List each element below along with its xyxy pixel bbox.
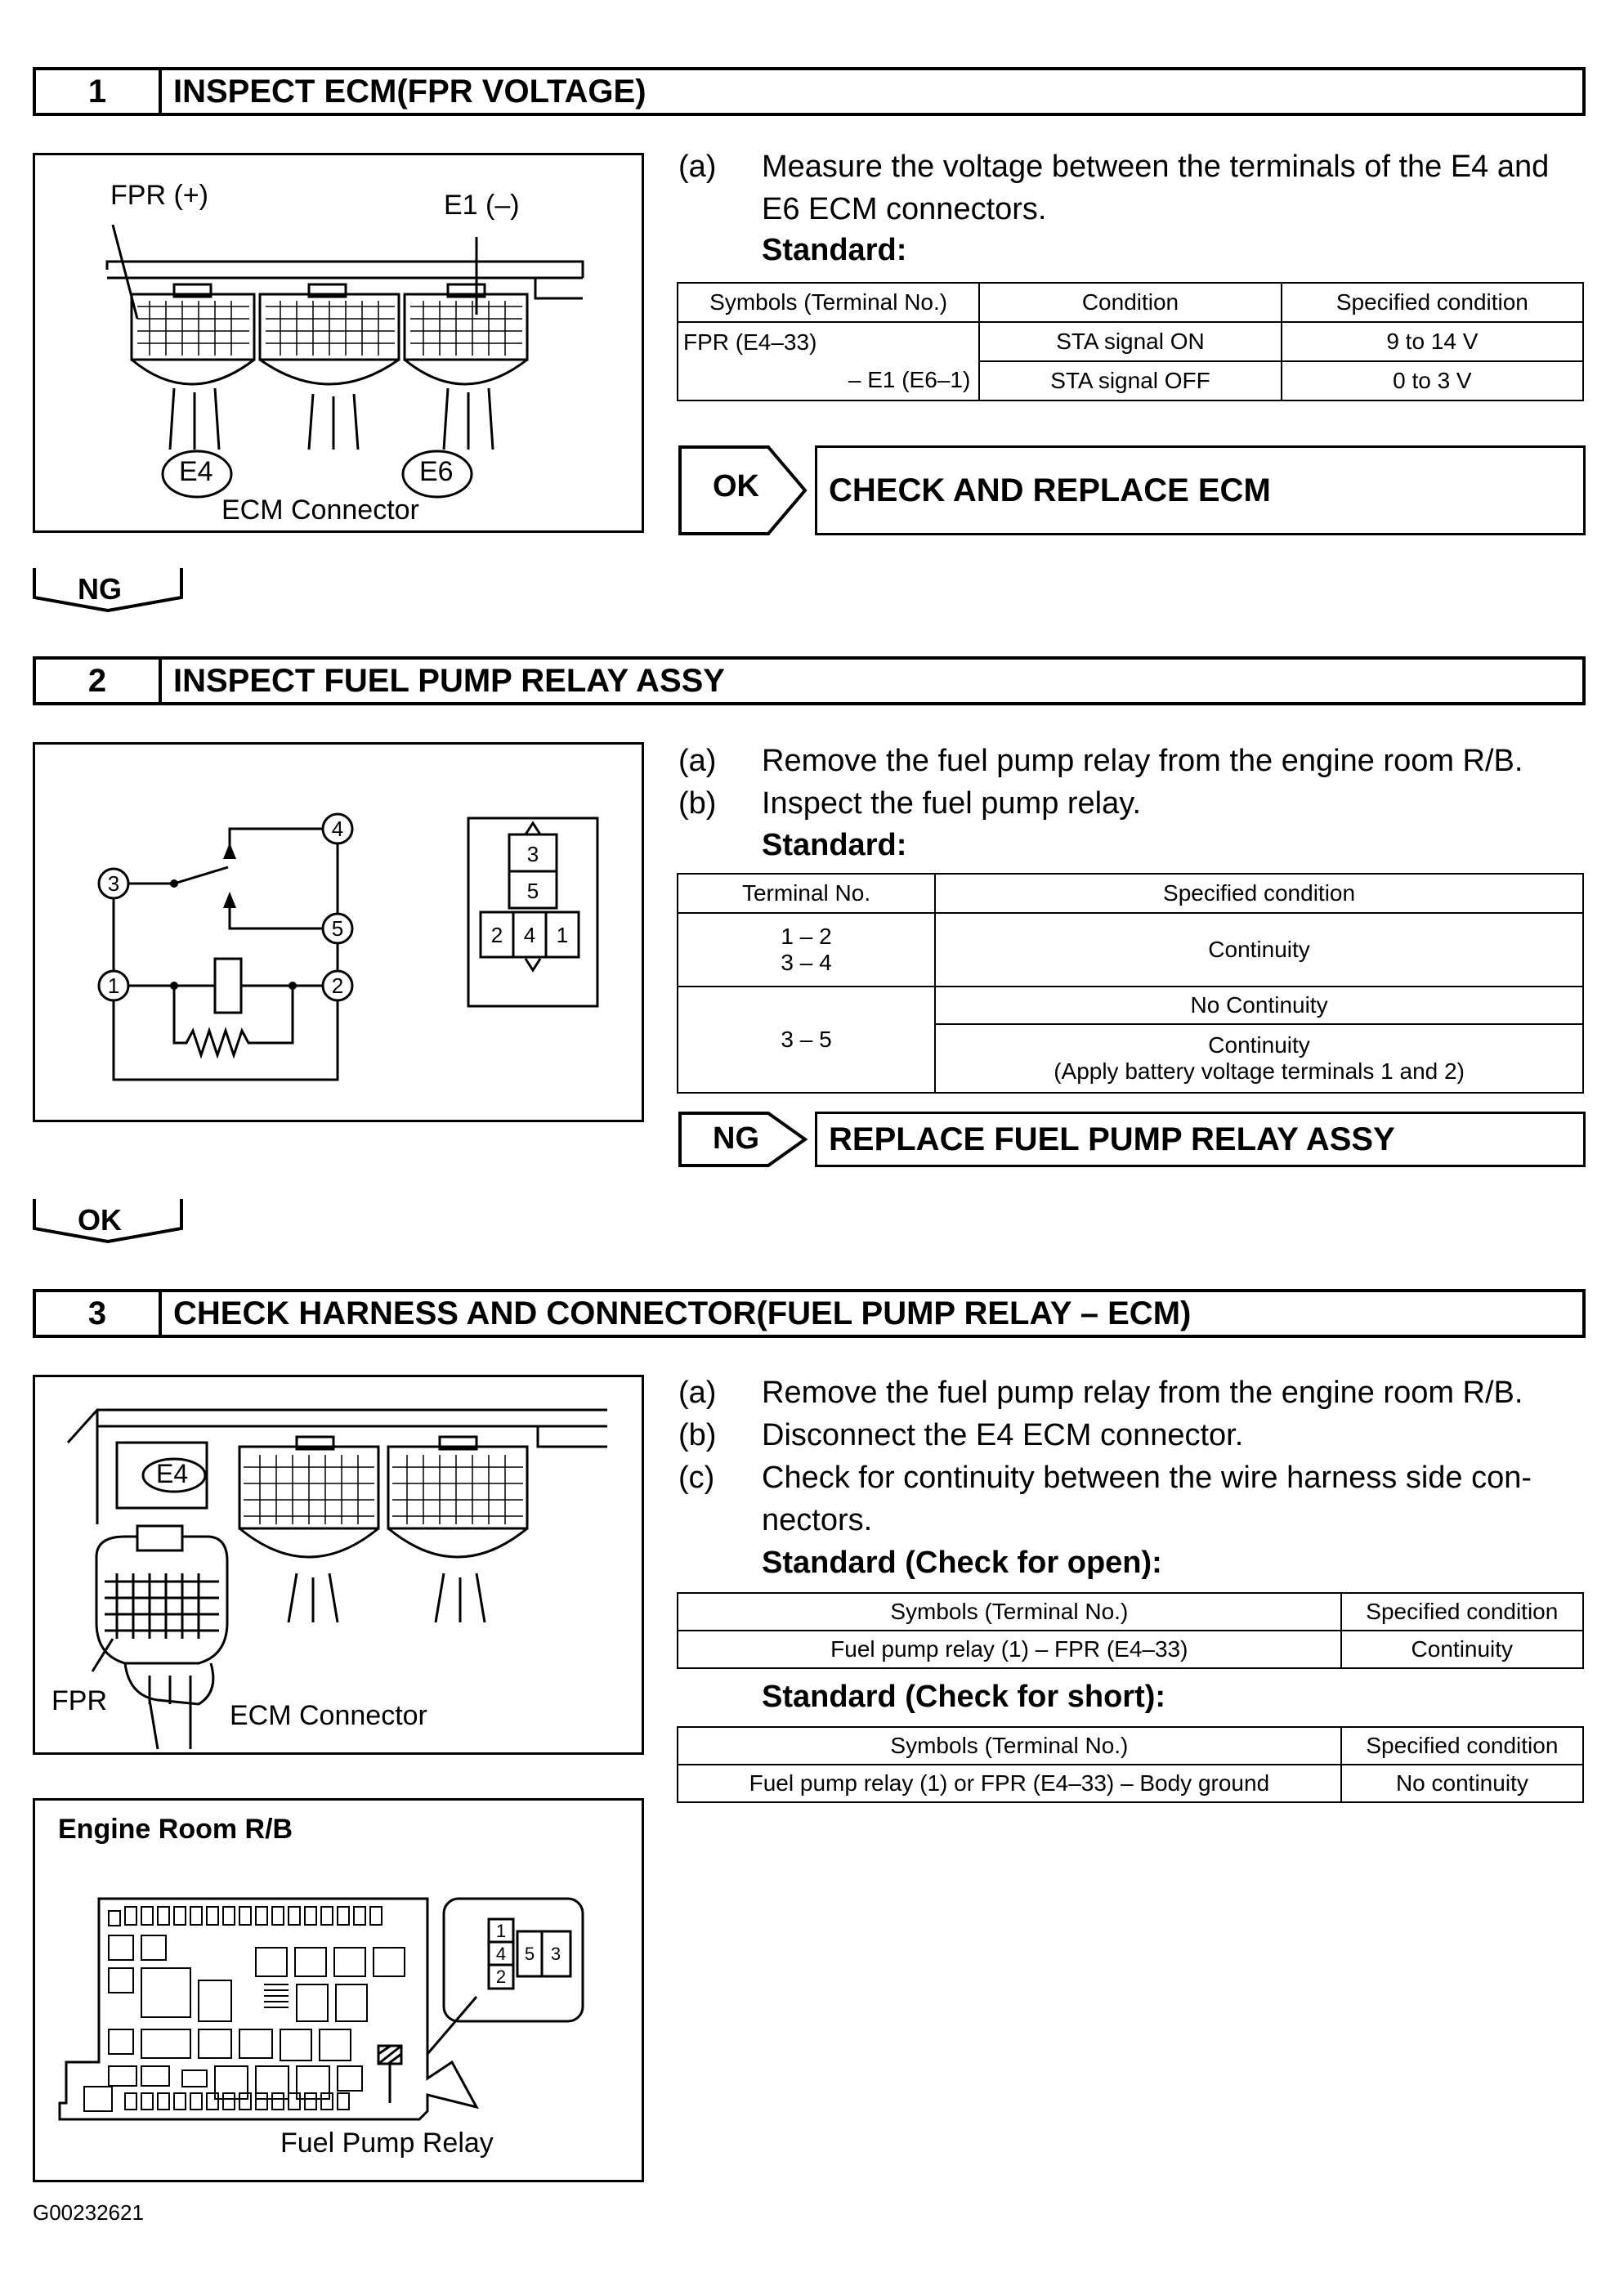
short-check-table <box>677 1726 1584 1803</box>
table-header: Specified condition <box>1341 1593 1583 1631</box>
step-title: CHECK HARNESS AND CONNECTOR(FUEL PUMP RELAY – ECM) <box>173 1295 1192 1331</box>
result-action: REPLACE FUEL PUMP RELAY ASSY <box>815 1112 1586 1167</box>
figure-caption: ECM Connector <box>221 494 419 526</box>
condition-note: (Apply battery voltage terminals 1 and 2) <box>1054 1058 1465 1084</box>
ecm-connector-figure <box>33 153 644 533</box>
e4-label: E4 <box>179 456 213 487</box>
instruction-text: nectors. <box>762 1503 873 1537</box>
table-cell: Fuel pump relay (1) or FPR (E4–33) – Body ground <box>678 1765 1341 1802</box>
harness-connector-figure <box>33 1375 644 1755</box>
figure-title: Engine Room R/B <box>58 1814 293 1845</box>
step-3-header <box>33 1289 1586 1338</box>
relay-spec-table <box>677 873 1584 1094</box>
table-cell: Continuity <box>935 913 1583 987</box>
table-cell <box>678 322 979 400</box>
socket-4-label: 4 <box>523 923 536 947</box>
step-number: 2 <box>36 660 162 702</box>
socket-2-label: 2 <box>490 923 503 947</box>
table-cell: 0 to 3 V <box>1282 361 1583 400</box>
result-tag: OK <box>713 469 759 503</box>
table-cell: 9 to 14 V <box>1282 322 1583 361</box>
instruction-text: Disconnect the E4 ECM connector. <box>762 1418 1244 1452</box>
fpr-label: FPR <box>51 1685 107 1716</box>
rb-terminal-3: 3 <box>550 1944 561 1964</box>
table-cell: STA signal OFF <box>979 361 1281 400</box>
socket-1-label: 1 <box>556 923 569 947</box>
step-1-header <box>33 67 1586 116</box>
figure-code: G00232621 <box>33 2200 144 2225</box>
table-header: Symbols (Terminal No.) <box>678 283 979 322</box>
figure-caption: ECM Connector <box>230 1700 427 1731</box>
terminal-4-label: 4 <box>331 817 344 841</box>
rb-terminal-4: 4 <box>495 1944 507 1964</box>
table-header: Condition <box>979 283 1281 322</box>
engine-room-rb-figure <box>33 1798 644 2182</box>
table-cell: No continuity <box>1341 1765 1583 1802</box>
item-marker: (b) <box>678 786 717 821</box>
open-check-table <box>677 1592 1584 1669</box>
table-cell: No Continuity <box>935 987 1583 1024</box>
table-cell <box>935 1024 1583 1093</box>
item-marker: (a) <box>678 150 717 184</box>
item-marker: (b) <box>678 1418 717 1452</box>
socket-3-label: 3 <box>526 842 539 866</box>
fpr-label: FPR (+) <box>110 180 208 211</box>
rb-terminal-5: 5 <box>524 1944 535 1964</box>
table-header: Specified condition <box>1341 1727 1583 1765</box>
table-header: Symbols (Terminal No.) <box>678 1593 1341 1631</box>
standard-label: Standard (Check for open): <box>762 1546 1162 1580</box>
terminal-5-label: 5 <box>331 916 344 941</box>
rb-terminal-2: 2 <box>495 1967 507 1987</box>
result-action: CHECK AND REPLACE ECM <box>815 445 1586 535</box>
table-header: Specified condition <box>1282 283 1583 322</box>
table-cell: Continuity <box>1341 1631 1583 1668</box>
terminal-pair: 1 – 2 <box>781 924 832 949</box>
step-number: 1 <box>36 70 162 113</box>
terminal-2-label: 2 <box>331 973 344 998</box>
figure-caption: Fuel Pump Relay <box>280 2128 494 2159</box>
table-cell: Fuel pump relay (1) – FPR (E4–33) <box>678 1631 1341 1668</box>
instruction-text: E6 ECM connectors. <box>762 192 1047 226</box>
standard-label: Standard (Check for short): <box>762 1680 1166 1714</box>
instruction-text: Measure the voltage between the terminals of the E4 and <box>762 150 1550 184</box>
instruction-text: Remove the fuel pump relay from the engine room R/B. <box>762 744 1523 778</box>
rb-terminal-1: 1 <box>495 1921 507 1941</box>
step-number: 3 <box>36 1292 162 1335</box>
table-header: Terminal No. <box>678 874 935 913</box>
flow-label: NG <box>78 572 122 606</box>
item-marker: (c) <box>678 1461 715 1495</box>
step-title: INSPECT ECM(FPR VOLTAGE) <box>173 73 646 110</box>
table-header: Specified condition <box>935 874 1583 913</box>
standard-label: Standard: <box>762 828 907 862</box>
flow-label: OK <box>78 1203 122 1237</box>
terminal-3-label: 3 <box>107 871 120 896</box>
terminal-1-label: 1 <box>107 973 120 998</box>
result-tag: NG <box>713 1121 759 1156</box>
table-header: Symbols (Terminal No.) <box>678 1727 1341 1765</box>
e1-label: E1 (–) <box>444 190 520 221</box>
socket-5-label: 5 <box>526 879 539 903</box>
item-marker: (a) <box>678 1376 717 1410</box>
e6-label: E6 <box>419 456 454 487</box>
voltage-spec-table <box>677 282 1584 401</box>
item-marker: (a) <box>678 744 717 778</box>
instruction-text: Remove the fuel pump relay from the engine room R/B. <box>762 1376 1523 1410</box>
symbol-line-2: – E1 (E6–1) <box>848 367 971 392</box>
table-cell <box>678 913 935 987</box>
terminal-pair: 3 – 4 <box>781 950 832 975</box>
standard-label: Standard: <box>762 233 907 267</box>
instruction-text: Inspect the fuel pump relay. <box>762 786 1141 821</box>
condition-line: Continuity <box>1208 1032 1310 1058</box>
e4-label: E4 <box>156 1459 189 1488</box>
relay-circuit-figure <box>33 742 644 1122</box>
instruction-text: Check for continuity between the wire harness side con- <box>762 1461 1532 1495</box>
table-cell: STA signal ON <box>979 322 1281 361</box>
symbol-line-1: FPR (E4–33) <box>683 329 817 355</box>
step-title: INSPECT FUEL PUMP RELAY ASSY <box>173 662 725 699</box>
table-cell: 3 – 5 <box>678 987 935 1093</box>
step-2-header <box>33 656 1586 705</box>
